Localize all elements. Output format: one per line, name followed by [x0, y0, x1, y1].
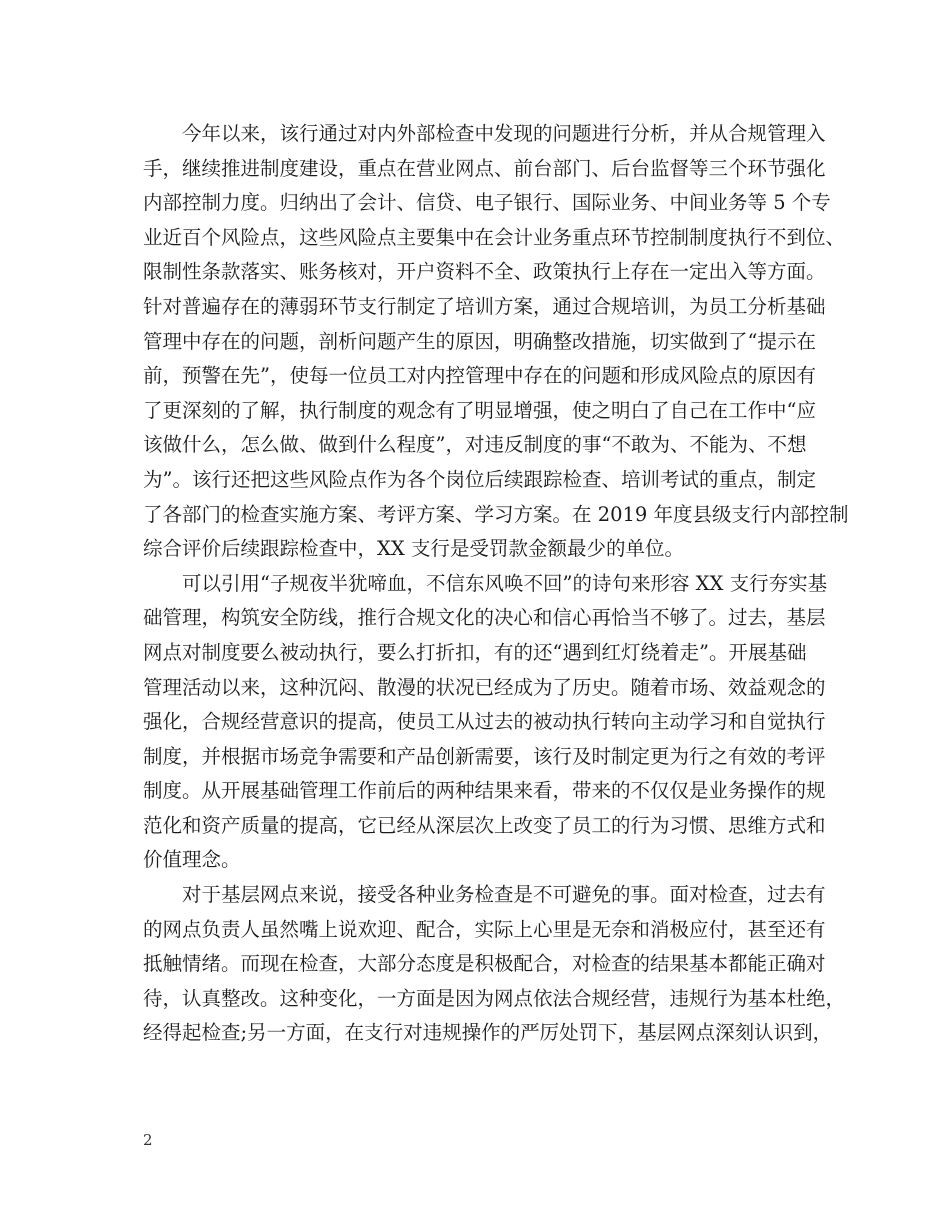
text-line: 该做什么，怎么做、做到什么程度”，对违反制度的事“不敢为、不能为、不想 — [143, 433, 807, 457]
text-line: 限制性条款落实、账务核对，开户资料不全、政策执行上存在一定出入等方面。 — [143, 260, 826, 284]
paragraph — [143, 290, 849, 567]
text-line: 制度。从开展基础管理工作前后的两种结果来看，带来的不仅仅是业务操作的规 — [143, 779, 826, 803]
paragraph — [143, 878, 846, 1051]
text-line: 强化，合规经营意识的提高，使员工从过去的被动执行转向主动学习和自觉执行 — [143, 710, 826, 734]
text-line: 手，继续推进制度建设，重点在营业网点、前台部门、后台监督等三个环节强化 — [143, 156, 826, 180]
text-line: 价值理念。 — [143, 848, 241, 872]
text-line: 内部控制力度。归纳出了会计、信贷、电子银行、国际业务、中间业务等 5 个专 — [143, 191, 831, 215]
text-line: 抵触情绪。而现在检查，大部分态度是积极配合，对检查的结果基本都能正确对 — [143, 952, 826, 976]
text-line: 础管理，构筑安全防线，推行合规文化的决心和信心再恰当不够了。过去，基层 — [143, 606, 826, 630]
text-line: 的网点负责人虽然嘴上说欢迎、配合，实际上心里是无奈和消极应付，甚至还有 — [143, 917, 826, 941]
text-line: 为”。该行还把这些风险点作为各个岗位后续跟踪检查、培训考试的重点，制定 — [143, 467, 816, 491]
text-line: 可以引用“子规夜半犹啼血，不信东风唤不回”的诗句来形容 XX 支行夯实基 — [182, 571, 828, 595]
text-line: 了各部门的检查实施方案、考评方案、学习方案。在 2019 年度县级支行内部控制 — [143, 502, 849, 526]
text-line: 前，预警在先”，使每一位员工对内控管理中存在的问题和形成风险点的原因有 — [143, 364, 816, 388]
paragraph — [143, 567, 828, 878]
text-line: 待，认真整改。这种变化，一方面是因为网点依法合规经营，违规行为基本杜绝， — [143, 986, 846, 1010]
text-line: 管理活动以来，这种沉闷、散漫的状况已经成为了历史。随着市场、效益观念的 — [143, 675, 826, 699]
text-line: 了更深刻的了解，执行制度的观念有了明显增强，使之明白了自己在工作中“应 — [143, 398, 816, 422]
paragraph — [143, 117, 846, 290]
body-text — [143, 117, 849, 1051]
text-line: 对于基层网点来说，接受各种业务检查是不可避免的事。面对检查，过去有 — [182, 883, 826, 907]
text-line: 经得起检查;另一方面，在支行对违规操作的严厉处罚下，基层网点深刻认识到， — [143, 1021, 833, 1045]
text-line: 今年以来，该行通过对内外部检查中发现的问题进行分析，并从合规管理入 — [182, 122, 826, 145]
text-line: 管理中存在的问题，剖析问题产生的原因，明确整改措施，切实做到了“提示在 — [143, 329, 816, 353]
text-line: 综合评价后续跟踪检查中，XX 支行是受罚款金额最少的单位。 — [143, 537, 684, 561]
text-line: 业近百个风险点，这些风险点主要集中在会计业务重点环节控制制度执行不到位、 — [143, 225, 846, 249]
text-line: 网点对制度要么被动执行，要么打折扣，有的还“遇到红灯绕着走”。开展基础 — [143, 640, 807, 664]
text-line: 范化和资产质量的提高，它已经从深层次上改变了员工的行为习惯、思维方式和 — [143, 813, 826, 837]
text-line: 制度，并根据市场竞争需要和产品创新需要，该行及时制定更为行之有效的考评 — [143, 744, 826, 768]
text-line: 针对普遍存在的薄弱环节支行制定了培训方案，通过合规培训，为员工分析基础 — [143, 294, 826, 318]
page-number: 2 — [143, 1131, 153, 1149]
